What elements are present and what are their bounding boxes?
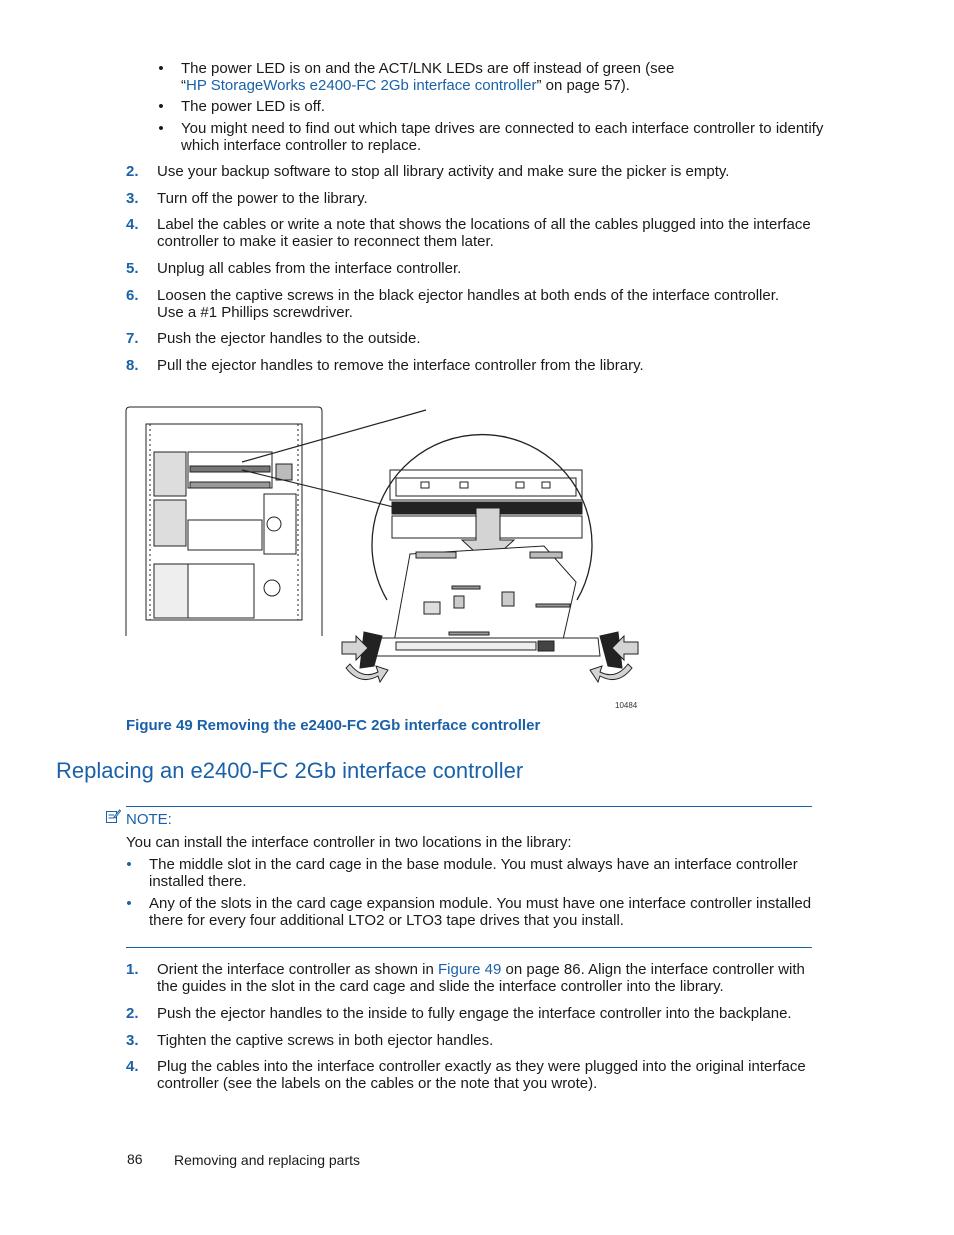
cross-reference-link[interactable]: HP StorageWorks e2400-FC 2Gb interface controller [186, 77, 537, 94]
bullet-text: The power LED is off. [181, 98, 325, 115]
figure-id: 10484 [615, 701, 638, 710]
figure-caption: Figure 49 Removing the e2400-FC 2Gb interface controller [126, 717, 541, 734]
page-number: 86 [127, 1151, 143, 1167]
step-text: Use your backup software to stop all library activity and make sure the picker is empty. [157, 163, 730, 180]
bullet-marker: • [126, 895, 132, 912]
bullet-text: You might need to find out which tape drives are connected to each interface controller to identify [181, 120, 824, 137]
step-number: 4. [126, 1058, 139, 1075]
bullet-marker: • [158, 98, 164, 115]
note-intro: You can install the interface controller in two locations in the library: [126, 834, 572, 851]
step-number: 3. [126, 190, 139, 207]
step-number: 5. [126, 260, 139, 277]
step-number: 6. [126, 287, 139, 304]
bullet-text: The power LED is on and the ACT/LNK LEDs are off instead of green (see [181, 60, 675, 77]
step-number: 8. [126, 357, 139, 374]
note-bottom-rule [126, 947, 812, 948]
step-text: Tighten the captive screws in both ejector handles. [157, 1032, 494, 1049]
footer-section-title: Removing and replacing parts [174, 1152, 360, 1168]
bullet-marker: • [158, 60, 164, 77]
bullet-marker: • [158, 120, 164, 137]
step-number: 4. [126, 216, 139, 233]
note-item-text: installed there. [149, 873, 247, 890]
step-text: Label the cables or write a note that shows the locations of all the cables plugged into the interface [157, 216, 811, 233]
step-text: Loosen the captive screws in the black ejector handles at both ends of the interface controller. [157, 287, 780, 304]
bullet-text: “HP StorageWorks e2400-FC 2Gb interface controller” on page 57). [181, 77, 630, 94]
note-item-text: The middle slot in the card cage in the base module. You must always have an interface controller [149, 856, 798, 873]
step-number: 3. [126, 1032, 139, 1049]
step-text: Push the ejector handles to the outside. [157, 330, 421, 347]
step-text: Turn off the power to the library. [157, 190, 368, 207]
bullet-marker: • [126, 856, 132, 873]
step-text: Plug the cables into the interface controller exactly as they were plugged into the original interface [157, 1058, 806, 1075]
section-title: Replacing an e2400-FC 2Gb interface controller [56, 758, 524, 783]
figure-link[interactable]: Figure 49 [437, 961, 502, 978]
note-icon [105, 808, 121, 824]
note-label: NOTE: [126, 811, 172, 828]
step-text: controller to make it easier to reconnect them later. [157, 233, 494, 250]
step-number: 1. [126, 961, 139, 978]
step-text: Push the ejector handles to the inside to fully engage the interface controller into the backplane. [157, 1005, 792, 1022]
step-text: the guides in the slot in the card cage and slide the interface controller into the library. [157, 978, 724, 995]
note-item-text: Any of the slots in the card cage expansion module. You must have one interface controller installed [149, 895, 812, 912]
step-text: Unplug all cables from the interface controller. [157, 260, 462, 277]
step-text: Use a #1 Phillips screwdriver. [157, 304, 353, 321]
step-text: Orient the interface controller as shown in Figure 49 on page 86. Align the interface controller with [157, 961, 805, 978]
step-number: 2. [126, 1005, 139, 1022]
step-number: 2. [126, 163, 139, 180]
step-number: 7. [126, 330, 139, 347]
bullet-text: which interface controller to replace. [181, 137, 422, 154]
step-text: Pull the ejector handles to remove the interface controller from the library. [157, 357, 644, 374]
note-item-text: there for every four additional LTO2 or LTO3 tape drives that you install. [149, 912, 624, 929]
note-top-rule [126, 806, 812, 807]
step-text: controller (see the labels on the cables or the note that you wrote). [157, 1075, 598, 1092]
interface-controller-removal-illustration [124, 404, 644, 710]
